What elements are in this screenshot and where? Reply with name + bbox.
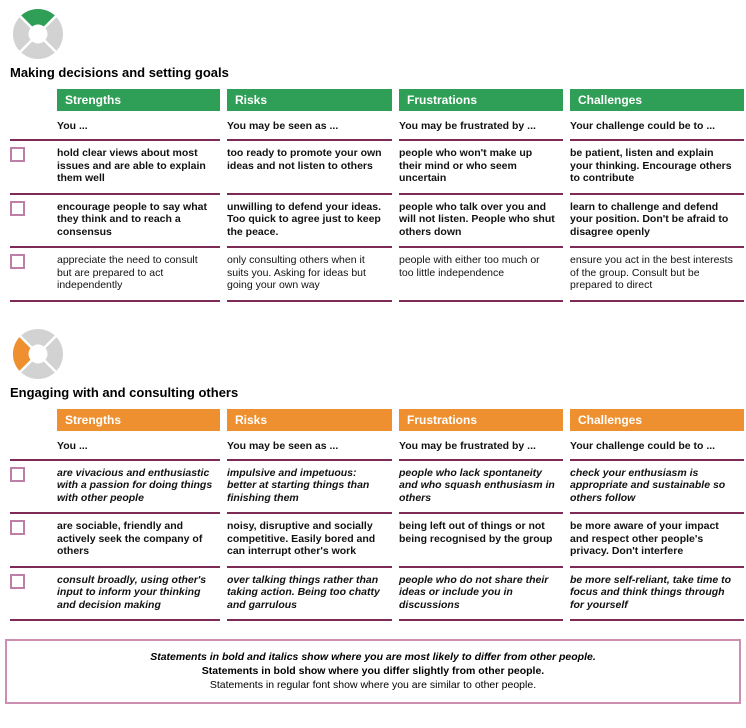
row-separator <box>399 619 563 621</box>
challenges-cell: be more self-reliant, take time to focus and think things through for yourself <box>570 573 732 611</box>
strengths-cell: consult broadly, using other's input to inform your thinking and decision making <box>57 573 207 611</box>
legend-line-regular: Statements in regular font show where you are similar to other people. <box>209 679 537 691</box>
risks-cell: impulsive and impetuous: better at starting things than finishing them <box>227 466 370 504</box>
subheader-seen-as: You may be seen as ... <box>227 439 339 452</box>
subheader-spacer <box>10 111 50 139</box>
frustrations-cell: people who won't make up their mind or who seem uncertain <box>399 147 533 184</box>
column-header-challenges: Challenges <box>570 409 744 431</box>
subheader-frustrated-by: You may be frustrated by ... <box>399 120 536 132</box>
challenges-cell: ensure you act in the best interests of the group. Consult but be prepared to direct <box>570 254 733 291</box>
subheader-challenge: Your challenge could be to ... <box>570 439 716 452</box>
strengths-cell: appreciate the need to consult but are prepared to act independently <box>57 254 198 291</box>
challenges-cell: be more aware of your impact and respect other people's privacy. Don't interfere <box>570 520 719 557</box>
subheader-you: You ... <box>57 439 88 452</box>
risks-cell: unwilling to defend your ideas. Too quick to agree just to keep the peace. <box>227 200 382 238</box>
checkbox-cell <box>10 248 50 300</box>
legend-line-bold-italic: Statements in bold and italics show where you are most likely to differ from other people. <box>150 651 596 663</box>
legend-box <box>5 639 741 704</box>
frustrations-cell: people who do not share their ideas or include you in discussions <box>399 573 549 611</box>
row-checkbox[interactable] <box>10 574 25 589</box>
frustrations-cell: being left out of things or not being recognised by the group <box>399 520 553 545</box>
column-header-risks: Risks <box>227 89 392 111</box>
row-separator <box>570 619 744 621</box>
strengths-cell: are vivacious and enthusiastic with a passion for doing things with other people <box>57 466 213 504</box>
risks-cell: too ready to promote your own ideas and not listen to others <box>227 147 382 172</box>
column-header-strengths: Strengths <box>57 409 220 431</box>
subheader-frustrated-by: You may be frustrated by ... <box>399 439 536 452</box>
section-title: Engaging with and consulting others <box>10 384 239 400</box>
row-checkbox[interactable] <box>10 520 25 535</box>
strengths-cell: are sociable, friendly and actively seek the company of others <box>57 520 203 557</box>
column-header-frustrations: Frustrations <box>399 409 563 431</box>
frustrations-cell: people who talk over you and will not listen. People who shut others down <box>399 200 555 238</box>
risks-cell: noisy, disruptive and socially competitive. Easily bored and can interrupt other's work <box>227 520 376 557</box>
column-header-strengths: Strengths <box>57 89 220 111</box>
column-header-risks: Risks <box>227 409 392 431</box>
section-making-decisions <box>0 8 746 302</box>
strengths-cell: encourage people to say what they think and to reach a consensus <box>57 200 207 238</box>
checkbox-cell <box>10 461 50 513</box>
wheel-top-segment-icon <box>12 8 64 60</box>
risks-cell: over talking things rather than taking action. Being too chatty and garrulous <box>227 573 380 611</box>
header-spacer <box>10 409 50 431</box>
row-checkbox[interactable] <box>10 147 25 162</box>
subheader-you: You ... <box>57 120 88 132</box>
row-separator <box>10 300 220 302</box>
row-separator <box>570 300 744 302</box>
wheel-left-segment-icon <box>12 328 64 380</box>
challenges-cell: learn to challenge and defend your position. Don't be afraid to disagree openly <box>570 200 729 238</box>
challenges-cell: be patient, listen and explain your thinking. Encourage others to contribute <box>570 147 732 184</box>
row-separator <box>399 300 563 302</box>
profile-table-decisions <box>10 89 746 302</box>
subheader-challenge: Your challenge could be to ... <box>570 120 716 132</box>
row-separator <box>10 619 220 621</box>
challenges-cell: check your enthusiasm is appropriate and sustainable so others follow <box>570 466 726 504</box>
subheader-seen-as: You may be seen as ... <box>227 120 339 132</box>
row-checkbox[interactable] <box>10 467 25 482</box>
frustrations-cell: people with either too much or too little independence <box>399 254 540 279</box>
checkbox-cell <box>10 568 50 620</box>
strengths-cell: hold clear views about most issues and are able to explain them well <box>57 147 206 184</box>
legend-line-bold: Statements in bold show where you differ slightly from other people. <box>201 665 545 677</box>
row-separator <box>227 619 392 621</box>
profile-table-engaging <box>10 409 746 622</box>
row-checkbox[interactable] <box>10 201 25 216</box>
header-spacer <box>10 89 50 111</box>
checkbox-cell <box>10 195 50 247</box>
section-title: Making decisions and setting goals <box>10 65 229 80</box>
row-checkbox[interactable] <box>10 254 25 269</box>
section-engaging-consulting <box>0 328 746 622</box>
frustrations-cell: people who lack spontaneity and who squash enthusiasm in others <box>399 466 555 504</box>
column-header-challenges: Challenges <box>570 89 744 111</box>
risks-cell: only consulting others when it suits you. Asking for ideas but going your own way <box>227 254 366 291</box>
checkbox-cell <box>10 514 50 566</box>
row-separator <box>227 300 392 302</box>
checkbox-cell <box>10 141 50 193</box>
column-header-frustrations: Frustrations <box>399 89 563 111</box>
subheader-spacer <box>10 431 50 459</box>
